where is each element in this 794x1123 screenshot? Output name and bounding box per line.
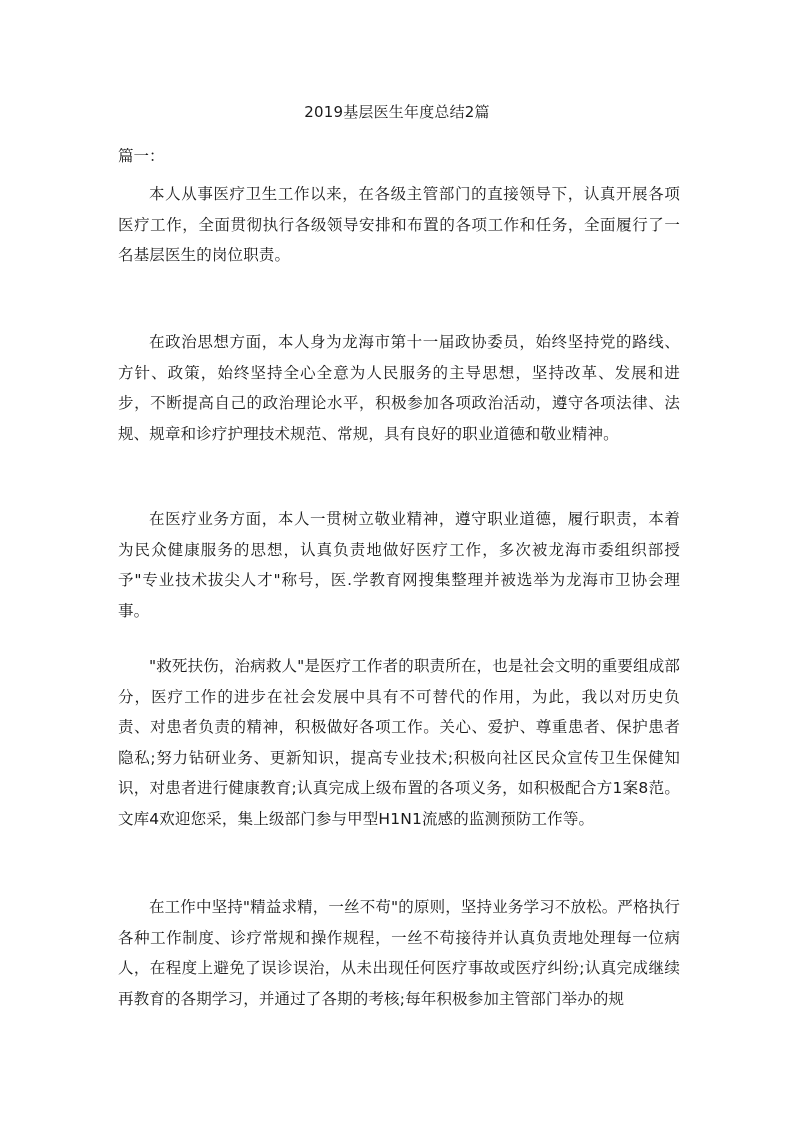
paragraph-political: 在政治思想方面，本人身为龙海市第十一届政协委员，始终坚持党的路线、方针、政策，始终坚持全心全意为人民服务的主导思想，坚持改革、发展和进步，不断提高自己的政治理论水平，积极参加各项政治活动，遵守各项法律、法规、规章和诊疗护理技术规范、常规，具有良好的职业道德和敬业精神。	[118, 333, 680, 443]
paragraph-medical-business: 在医疗业务方面，本人一贯树立敬业精神，遵守职业道德，履行职责，本着为民众健康服务的思想，认真负责地做好医疗工作，多次被龙海市委组织部授予"专业技术拔尖人才"称号，医.学教育网搜集整理并被选举为龙海市卫协会理事。	[118, 510, 680, 620]
paragraph-duty: "救死扶伤，治病救人"是医疗工作者的职责所在，也是社会文明的重要组成部分，医疗工作的进步在社会发展中具有不可替代的作用，为此，我以对历史负责、对患者负责的精神，积极做好各项工作。关心、爱护、尊重患者、保护患者隐私;努力钻研业务、更新知识，提高专业技术;积极向社区民众宣传卫生保健知识，对患者进行健康教育;认真完成上级布置的各项义务，如积极配合方1案8范。文库4欢迎您采，集上级部门参与甲型H1N1流感的监测预防工作等。	[118, 657, 681, 828]
paragraph-intro: 本人从事医疗卫生工作以来，在各级主管部门的直接领导下，认真开展各项医疗工作，全面贯彻执行各级领导安排和布置的各项工作和任务，全面履行了一名基层医生的岗位职责。	[118, 185, 680, 265]
document-title: 2019基层医生年度总结2篇	[304, 103, 490, 121]
paragraph-work-principle: 在工作中坚持"精益求精，一丝不苟"的原则，坚持业务学习不放松。严格执行各种工作制度、诊疗常规和操作规程，一丝不苟接待并认真负责地处理每一位病人，在程度上避免了误诊误治，从未出现任何医疗事故或医疗纠纷;认真完成继续再教育的各期学习，并通过了各期的考核;每年积极参加主管部门举办的规	[118, 898, 681, 1008]
section-heading: 篇一：	[118, 147, 165, 165]
